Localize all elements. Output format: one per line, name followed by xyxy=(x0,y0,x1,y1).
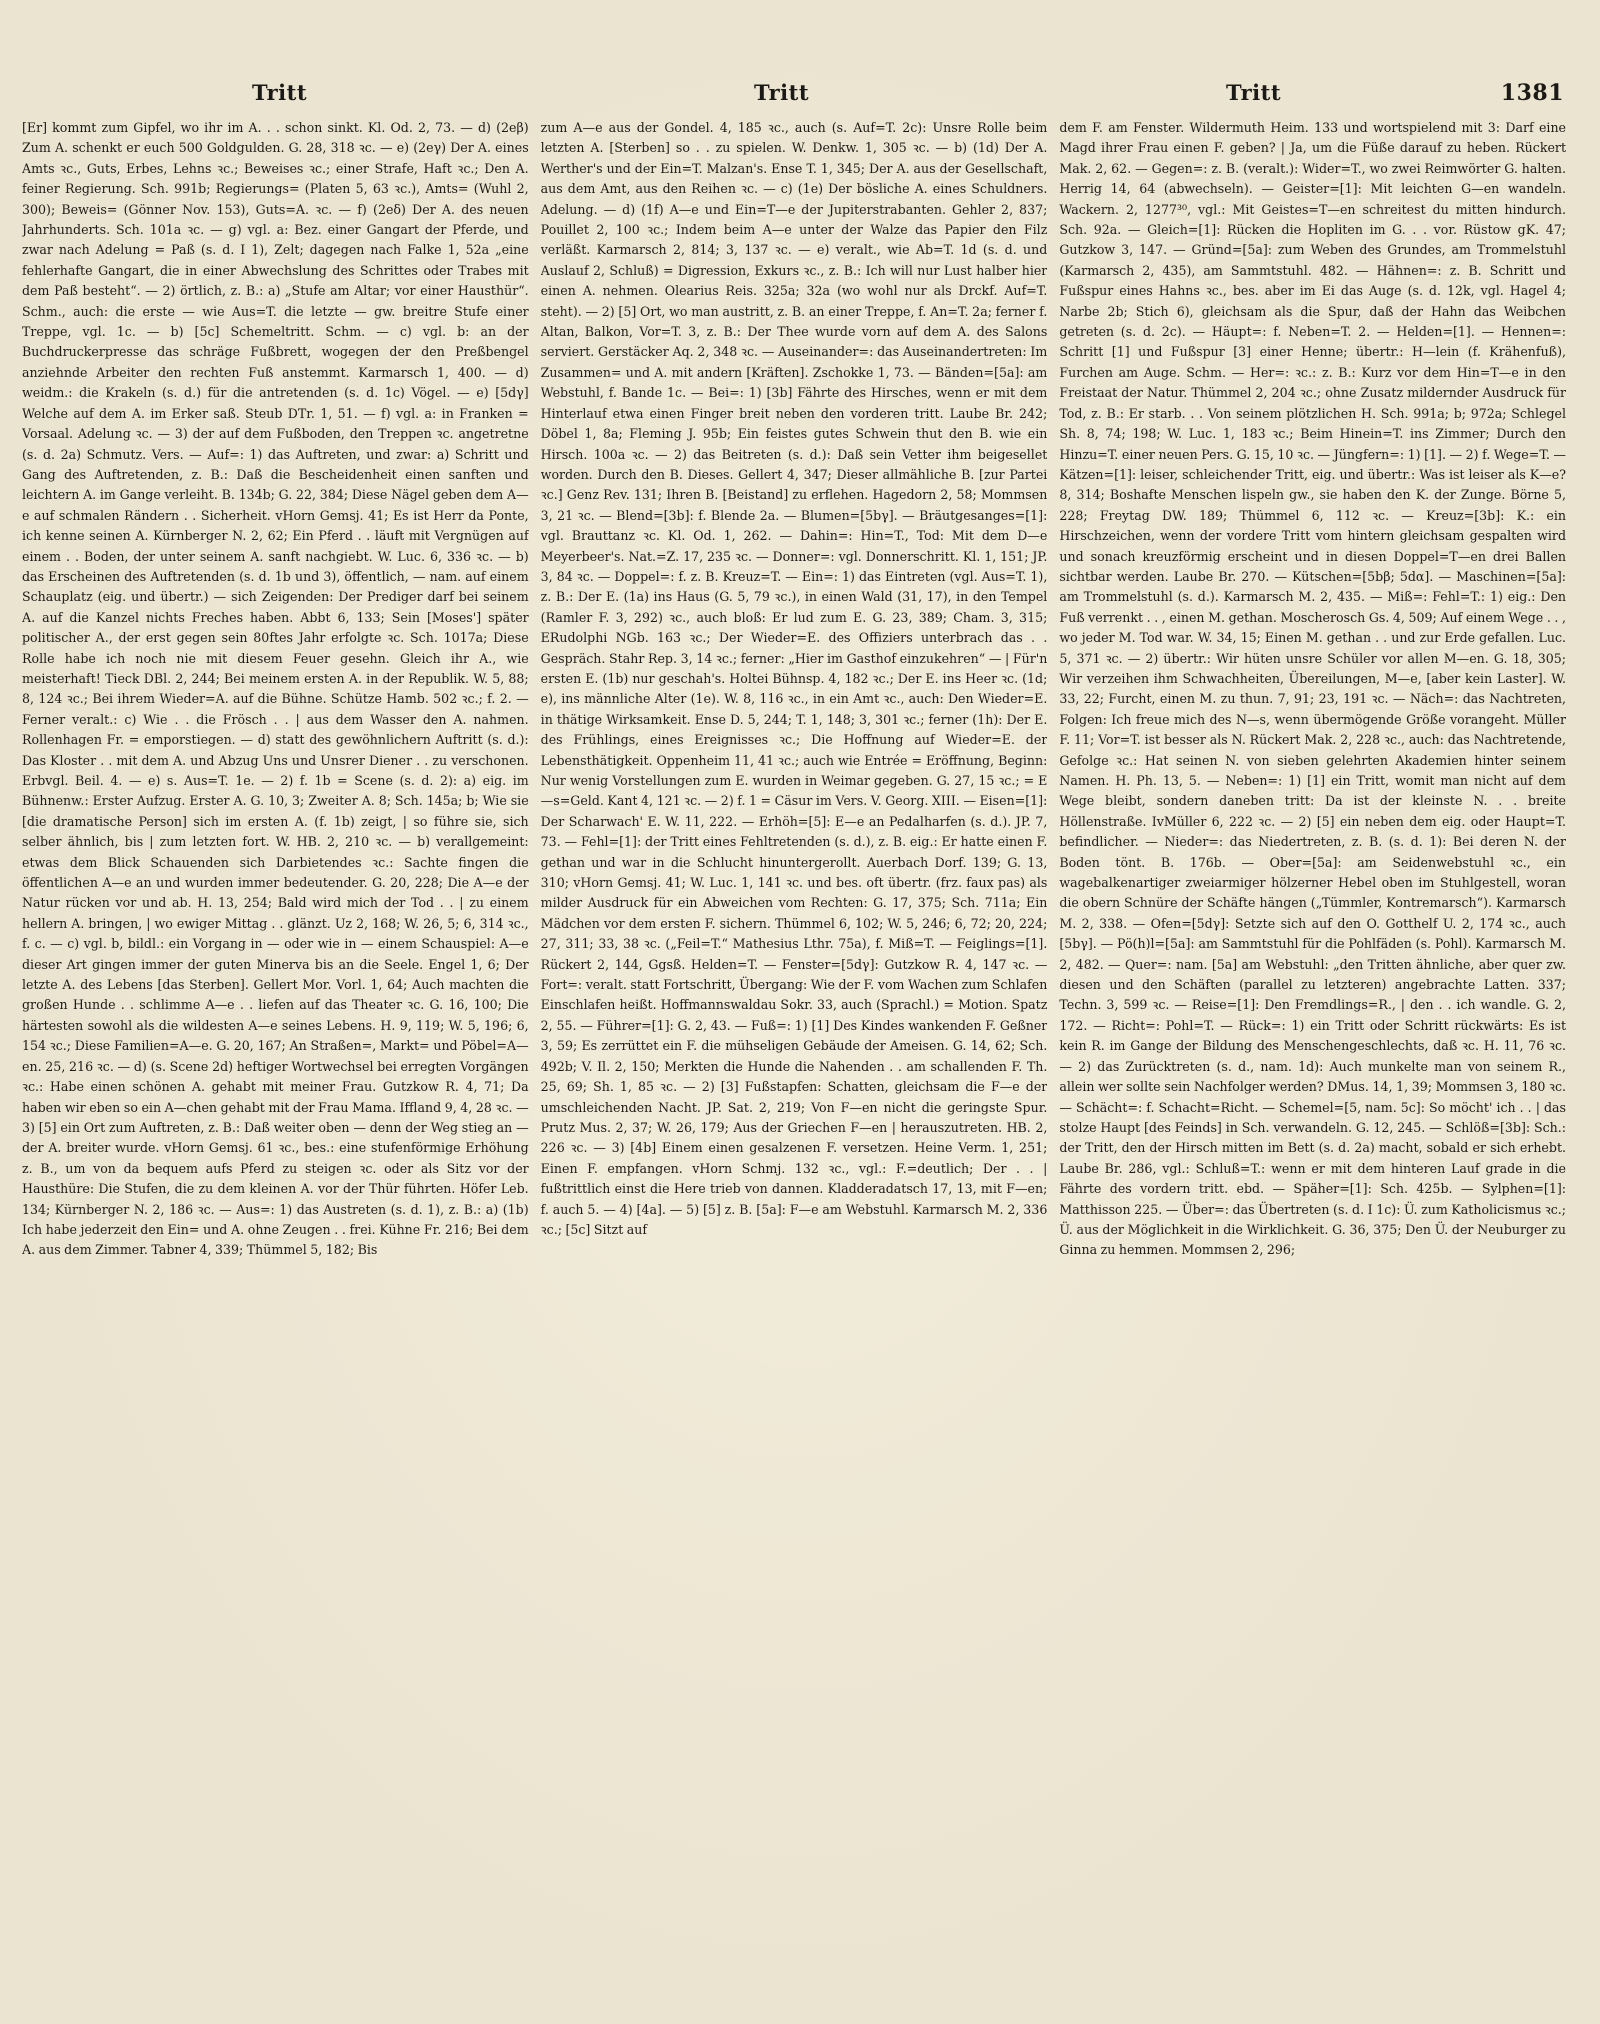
column-left-text: [Er] kommt zum Gipfel, wo ihr im A. . . schon sinkt. Kl. Od. 2, 73. — d) (2eβ) Zum A. schenkt er euch 500 Goldgulden. G. 28, 318 ꝛc. — e) (2eγ) Der A. eines Amts ꝛc., Guts, Erbes, Lehns ꝛc.; Beweises ꝛc.; einer Strafe, Haft ꝛc.; Den A. feiner Regierung. Sch. 991b; Regierungs= (Platen 5, 63 ꝛc.), Amts= (Wuhl 2, 300); Beweis= (Gönner Nov. 153), Guts=A. ꝛc. — f) (2eδ) Der A. des neuen Jahrhunderts. Sch. 101a ꝛc. — g) vgl. a: Bez. einer Gangart der Pferde, und zwar nach Adelung = Paß (s. d. I 1), Zelt; dagegen nach Falke 1, 52a „eine fehlerhafte Gangart, die in einer Abwechslung des Schrittes oder Trabes mit dem Paß besteht“. — 2) örtlich, z. B.: a) „Stufe am Altar; vor einer Hausthür“. Schm., auch: die erste — wie Aus=T. die letzte — gw. breitre Stufe einer Treppe, vgl. 1c. — b) [5c] Schemeltritt. Schm. — c) vgl. b: an der Buchdruckerpresse das schräge Fußbrett, wogegen der den Preßbengel anziehnde Arbeiter den rechten Fuß anstemmt. Karmarsch 1, 400. — d) weidm.: die Krakeln (s. d.) für die antretenden (s. d. 1c) Vögel. — e) [5dγ] Welche auf dem A. im Erker saß. Steub DTr. 1, 51. — f) vgl. a: in Franken = Vorsaal. Adelung ꝛc. — 3) der auf dem Fußboden, den Treppen ꝛc. angetretne (s. d. 2a) Schmutz. Vers. — Auf=: 1) das Auftreten, und zwar: a) Schritt und Gang des Auftretenden, z. B.: Daß die Bescheidenheit einen sanften und leichtern A. im Gange verleiht. B. 134b; G. 22, 384; Diese Nägel geben dem A—e auf schmalen Rändern . . Sicherheit. vHorn Gemsj. 41; Es ist Herr da Ponte, ich kenne seinen A. Kürnberger N. 2, 62; Ein Pferd . . läuft mit Vergnügen auf einem . . Boden, der unter seinem A. sanft nachgiebt. W. Luc. 6, 336 ꝛc. — b) das Erscheinen des Auftretenden (s. d. 1b und 3), öffentlich, — nam. auf einem Schauplatz (eig. und übertr.) — sich Zeigenden: Der Prediger darf bei seinem A. auf die Kanzel nichts Freches haben. Abbt 6, 133; Sein [Moses'] später politischer A., der erst gegen sein 80ftes Jahr erfolgte ꝛc. Sch. 1017a; Diese Rolle habe ich noch nie mit diesem Feuer gesehn. Gleich ihr A., wie meisterhaft! Tieck DBl. 2, 244; Bei meinem ersten A. in der Republik. W. 5, 88; 8, 124 ꝛc.; Bei ihrem Wieder=A. auf die Bühne. Schütze Hamb. 502 ꝛc.; f. 2. — Ferner veralt.: c) Wie . . die Frösch . . | aus dem Wasser den A. nahmen. Rollenhagen Fr. = emporstiegen. — d) statt des gewöhnlichern Auftritt (s. d.): Das Kloster . . mit dem A. und Abzug Uns und Unsrer Diener . . zu verschonen. Erbvgl. Beil. 4. — e) s. Aus=T. 1e. — 2) f. 1b = Scene (s. d. 2): a) eig. im Bühnenw.: Erster Aufzug. Erster A. G. 10, 3; Zweiter A. 8; Sch. 145a; b; Wie sie [die dramatische Person] sich im ersten A. (f. 1b) zeigt, | so führe sie, sich selber ähnlich, bis | zum letzten fort. W. HB. 2, 210 ꝛc. — b) verallgemeint: etwas dem Blick Schauenden sich Darbietendes ꝛc.: Sachte fingen die öffentlichen A—e an und wurden immer bedeutender. G. 20, 228; Die A—e der Natur rücken vor und ab. H. 13, 254; Bald wird mich der Tod . . | zu einem hellern A. bringen, | wo ewiger Mittag . . glänzt. Uz 2, 168; W. 26, 5; 6, 314 ꝛc., f. c. — c) vgl. b, bildl.: ein Vorgang in — oder wie in — einem Schauspiel: A—e dieser Art gingen immer der guten Minerva bis an die Seele. Engel 1, 6; Der letzte A. des Lebens [das Sterben]. Gellert Mor. Vorl. 1, 64; Auch machten die großen Hunde . . schlimme A—e . . liefen auf das Theater ꝛc. G. 16, 100; Die härtesten sowohl als die wildesten A—e seines Lebens. H. 9, 119; W. 5, 196; 6, 154 ꝛc.; Diese Familien=A—e. G. 20, 167; An Straßen=, Markt= und Pöbel=A—en. 25, 216 ꝛc. — d) (s. Scene 2d) heftiger Wortwechsel bei erregten Vorgängen ꝛc.: Habe einen schönen A. gehabt mit meiner Frau. Gutzkow R. 4, 71; Da haben wir eben so ein A—chen gehabt mit der Frau Mama. Iffland 9, 4, 28 ꝛc. — 3) [5] ein Ort zum Auftreten, z. B.: Daß weiter oben — denn der Weg stieg an — der A. breiter wurde. vHorn Gemsj. 61 ꝛc., bes.: eine stufenförmige Erhöhung z. B., um von da bequem aufs Pferd zu steigen ꝛc. oder als Sitz vor der Hausthüre: Die Stufen, die zu dem kleinen A. vor der Thür führten. Höfer Leb. 134; Kürnberger N. 2, 186 ꝛc. — Aus=: 1) das Austreten (s. d. 1), z. B.: a) (1b) Ich habe jederzeit den Ein= und A. ohne Zeugen . . frei. Kühne Fr. 216; Bei dem A. aus dem Zimmer. Tabner 4, 339; Thümmel 5, 182; Bis xyxy=(22,120,529,1258)
text-columns xyxy=(22,118,1566,1996)
page-number: 1381 xyxy=(1500,80,1564,106)
header-right-word: Tritt xyxy=(1226,80,1282,105)
header-left-word: Tritt xyxy=(252,80,308,105)
column-middle-text: zum A—e aus der Gondel. 4, 185 ꝛc., auch (s. Auf=T. 2c): Unsre Rolle beim letzten A. [Sterben] so . . zu spielen. W. Denkw. 1, 305 ꝛc. — b) (1d) Der A. Werther's und der Ein=T. Malzan's. Ense T. 1, 345; Der A. aus der Gesellschaft, aus dem Amt, aus den Reihen ꝛc. — c) (1e) Der bösliche A. eines Schuldners. Adelung. — d) (1f) A—e und Ein=T—e der Jupiterstrabanten. Gehler 2, 837; Pouillet 2, 100 ꝛc.; Indem beim A—e unter der Walze das Papier den Filz verläßt. Karmarsch 2, 814; 3, 137 ꝛc. — e) veralt., wie Ab=T. 1d (s. d. und Auslauf 2, Schluß) = Digression, Exkurs ꝛc., z. B.: Ich will nur Lust halber hier einen A. nehmen. Olearius Reis. 325a; 32a (wo wohl nur als Drckf. Auf=T. steht). — 2) [5] Ort, wo man austritt, z. B. an einer Treppe, f. An=T. 2a; ferner f. Altan, Balkon, Vor=T. 3, z. B.: Der Thee wurde vorn auf dem A. des Salons serviert. Gerstäcker Aq. 2, 348 ꝛc. — Auseinander=: das Auseinandertreten: Im Zusammen= und A. mit andern [Kräften]. Zschokke 1, 73. — Bänden=[5a]: am Webstuhl, f. Bande 1c. — Bei=: 1) [3b] Fährte des Hirsches, wenn er mit dem Hinterlauf etwa einen Finger breit neben den vorderen tritt. Laube Br. 242; Döbel 1, 8a; Fleming J. 95b; Ein feistes gutes Schwein thut den B. wie ein Hirsch. 100a ꝛc. — 2) das Beitreten (s. d.): Daß sein Vetter ihm beigesellet worden. Durch den B. Dieses. Gellert 4, 347; Dieser allmähliche B. [zur Partei ꝛc.] Genz Rev. 131; Ihren B. [Beistand] zu erflehen. Hagedorn 2, 58; Mommsen 3, 21 ꝛc. — Blend=[3b]: f. Blende 2a. — Blumen=[5bγ]. — Bräutgesanges=[1]: vgl. Brauttanz ꝛc. Kl. Od. 1, 262. — Dahin=: Hin=T., Tod: Mit dem D—e Meyerbeer's. Nat.=Z. 17, 235 ꝛc. — Donner=: vgl. Donnerschritt. Kl. 1, 151; JP. 3, 84 ꝛc. — Doppel=: f. z. B. Kreuz=T. — Ein=: 1) das Eintreten (vgl. Aus=T. 1), z. B.: Der E. (1a) ins Haus (G. 5, 79 ꝛc.), in einen Wald (31, 17), in den Tempel (Ramler F. 3, 292) ꝛc., auch bloß: Er lud zum E. G. 23, 389; Cham. 3, 315; ERudolphi NGb. 163 ꝛc.; Der Wieder=E. des Offiziers unterbrach das . . Gespräch. Stahr Rep. 3, 14 ꝛc.; ferner: „Hier im Gasthof einzukehren“ — | Für'n ersten E. (1b) nur geschah's. Holtei Bühnsp. 4, 182 ꝛc.; Der E. ins Heer ꝛc. (1d; e), ins männliche Alter (1e). W. 8, 116 ꝛc., in ein Amt ꝛc., auch: Den Wieder=E. in thätige Wirksamkeit. Ense D. 5, 244; T. 1, 148; 3, 301 ꝛc.; ferner (1h): Der E. des Frühlings, eines Ereignisses ꝛc.; Die Hoffnung auf Wieder=E. der Lebensthätigkeit. Oppenheim 11, 41 ꝛc.; auch wie Entrée = Eröffnung, Beginn: Nur wenig Vorstellungen zum E. wurden in Weimar gegeben. G. 27, 15 ꝛc.; = E—s=Geld. Kant 4, 121 ꝛc. — 2) f. 1 = Cäsur im Vers. V. Georg. XIII. — Eisen=[1]: Der Scharwach' E. W. 11, 222. — Erhöh=[5]: E—e an Pedalharfen (s. d.). JP. 7, 73. — Fehl=[1]: der Tritt eines Fehltretenden (s. d.), z. B. eig.: Er hatte einen F. gethan und war in die Schlucht hinuntergerollt. Auerbach Dorf. 139; G. 13, 310; vHorn Gemsj. 41; W. Luc. 1, 141 ꝛc. und bes. oft übertr. (frz. faux pas) als milder Ausdruck für ein Abweichen vom Rechten: G. 17, 375; Sch. 711a; Ein Mädchen vor dem ersten F. sichern. Thümmel 6, 102; W. 5, 246; 6, 72; 20, 224; 27, 311; 33, 38 ꝛc. („Feil=T.“ Mathesius Lthr. 75a), f. Miß=T. — Feiglings=[1]. Rückert 2, 144, Ggsß. Helden=T. — Fenster=[5dγ]: Gutzkow R. 4, 147 ꝛc. — Fort=: veralt. statt Fortschritt, Übergang: Wie der F. vom Wachen zum Schlafen Einschlafen heißt. Hoffmannswaldau Sokr. 33, auch (Sprachl.) = Motion. Spatz 2, 55. — Führer=[1]: G. 2, 43. — Fuß=: 1) [1] Des Kindes wankenden F. Geßner 3, 59; Es zerrüttet ein F. die mühseligen Gebäude der Ameisen. G. 14, 62; Sch. 492b; V. Il. 2, 150; Merkten die Hunde die Nahenden . . am schallenden F. Th. 25, 69; Sh. 1, 85 ꝛc. — 2) [3] Fußstapfen: Schatten, gleichsam die F—e der umschleichenden Nacht. JP. Sat. 2, 219; Von F—en nicht die geringste Spur. Prutz Mus. 2, 37; W. 26, 179; Aus der Griechen F—en | herauszutreten. HB. 2, 226 ꝛc. — 3) [4b] Einem einen gesalzenen F. versetzen. Heine Verm. 1, 251; Einen F. empfangen. vHorn Schmj. 132 ꝛc., vgl.: F.=deutlich; Der . . | fußtrittlich einst die Here trieb von dannen. Kladderadatsch 17, 13, mit F—en; f. auch 5. — 4) [4a]. — 5) [5] z. B. [5a]: F—e am Webstuhl. Karmarsch M. 2, 336 ꝛc.; [5c] Sitzt auf xyxy=(540,120,1048,1237)
column-middle xyxy=(541,118,1048,1996)
running-header xyxy=(22,80,1566,108)
header-center-word: Tritt xyxy=(754,80,810,105)
column-right xyxy=(1059,118,1566,1996)
column-right-text: dem F. am Fenster. Wildermuth Heim. 133 und wortspielend mit 3: Darf eine Magd ihrer Frau einen F. geben? | Ja, um die Füße darauf zu heben. Rückert Mak. 2, 62. — Gegen=: z. B. (veralt.): Wider=T., wo zwei Reimwörter G. halten. Herrig 14, 64 (abwechseln). — Geister=[1]: Mit leichten G—en wandeln. Wackern. 2, 1277³⁰, vgl.: Mit Geistes=T—en schreitest du mitten hindurch. Sch. 92a. — Gleich=[1]: Rücken die Hopliten im G. . . vor. Rüstow gK. 47; Gutzkow 3, 147. — Gründ=[5a]: zum Weben des Grundes, am Trommelstuhl (Karmarsch 2, 435), am Sammtstuhl. 482. — Hähnen=: z. B. Schritt und Fußspur eines Hahns ꝛc., bes. aber im Ei das Auge (s. d. 12k, vgl. Hagel 4; Narbe 2b; Stich 6), gleichsam als die Spur, daß der Hahn das Weibchen getreten (s. d. 2c). — Häupt=: f. Neben=T. 2. — Helden=[1]. — Hennen=: Schritt [1] und Fußspur [3] einer Henne; übertr.: H—lein (f. Krähenfuß), Furchen am Auge. Schm. — Her=: ꝛc.: z. B.: Kurz vor dem Hin=T—e in den Freistaat der Natur. Thümmel 2, 204 ꝛc.; ohne Zusatz mildernder Ausdruck für Tod, z. B.: Er starb. . . Von seinem plötzlichen H. Sch. 991a; b; 972a; Schlegel Sh. 8, 74; 198; W. Luc. 1, 183 ꝛc.; Beim Hinein=T. ins Zimmer; Durch den Hinzu=T. einer neuen Pers. G. 15, 10 ꝛc. — Jüngfern=: 1) [1]. — 2) f. Wege=T. — Kätzen=[1]: leiser, schleichender Tritt, eig. und übertr.: Was ist leiser als K—e? 8, 314; Boshafte Menschen lispeln gw., sie haben den K. der Zunge. Börne 5, 228; Freytag DW. 189; Thümmel 6, 112 ꝛc. — Kreuz=[3b]: K.: ein Hirschzeichen, wenn der vordere Tritt vom hintern gleichsam gespalten wird und sonach kreuzförmig erscheint und in diesen Doppel=T—en drei Ballen sichtbar werden. Laube Br. 270. — Kütschen=[5bβ; 5dα]. — Maschinen=[5a]: am Trommelstuhl (s. d.). Karmarsch M. 2, 435. — Miß=: Fehl=T.: 1) eig.: Den Fuß verrenkt . . , einen M. gethan. Moscherosch Gs. 4, 509; Auf einem Wege . . , wo jeder M. Tod war. W. 34, 15; Einen M. gethan . . und zur Erde gefallen. Luc. 5, 371 ꝛc. — 2) übertr.: Wir hüten unsre Schüler vor allen M—en. G. 18, 305; Wir verzeihen ihm Schwachheiten, Übereilungen, M—e, [aber kein Laster]. W. 33, 22; Furcht, einen M. zu thun. 7, 91; 23, 191 ꝛc. — Näch=: das Nachtreten, Folgen: Ich freue mich des N—s, wenn übermögende Größe vorangeht. Müller F. 11; Vor=T. ist besser als N. Rückert Mak. 2, 228 ꝛc., auch: das Nachtretende, Gefolge ꝛc.: Hat seinen N. von sieben gelehrten Akademien hinter seinem Namen. H. Ph. 13, 5. — Neben=: 1) [1] ein Tritt, womit man nicht auf dem Wege bleibt, sondern daneben tritt: Da ist der kleinste N. . . breite Höllenstraße. IvMüller 6, 222 ꝛc. — 2) [5] ein neben dem eig. oder Haupt=T. befindlicher. — Nieder=: das Niedertreten, z. B. (s. d. 1): Bei deren N. der Boden tönt. B. 176b. — Ober=[5a]: am Seidenwebstuhl ꝛc., ein wagebalkenartiger zweiarmiger hölzerner Hebel oben im Stuhlgestell, woran die obern Schnüre der Schäfte hängen („Tümmler, Kontremarsch“). Karmarsch M. 2, 338. — Ofen=[5dγ]: Setzte sich auf den O. Gotthelf U. 2, 174 ꝛc., auch [5bγ]. — Pö(h)l=[5a]: am Sammtstuhl für die Pohlfäden (s. Pohl). Karmarsch M. 2, 482. — Quer=: nam. [5a] am Webstuhl: „den Tritten ähnliche, aber quer zw. diesen und den Schäften (parallel zu letzteren) angebrachte Latten. 337; Techn. 3, 599 ꝛc. — Reise=[1]: Den Fremdlings=R., | den . . ich wandle. G. 2, 172. — Richt=: Pohl=T. — Rück=: 1) ein Tritt oder Schritt rückwärts: Es ist kein R. im Gange der Bildung des Menschengeschlechts, daß ꝛc. H. 11, 76 ꝛc. — 2) das Zurücktreten (s. d., nam. 1d): Auch munkelte man von seinem R., allein wer sollte sein Nachfolger werden? DMus. 14, 1, 39; Mommsen 3, 180 ꝛc. — Schächt=: f. Schacht=Richt. — Schemel=[5, nam. 5c]: So möcht' ich . . | das stolze Haupt [des Feinds] in Sch. verwandeln. G. 12, 245. — Schlöß=[3b]: Sch.: der Tritt, den der Hirsch mitten im Bett (s. d. 2a) macht, sobald er sich erhebt. Laube Br. 286, vgl.: Schluß=T.: wenn er mit dem hinteren Lauf grade in die Fährte des vordern tritt. ebd. — Späher=[1]: Sch. 425b. — Sylphen=[1]: Matthisson 225. — Über=: das Übertreten (s. d. I 1c): Ü. zum Katholicismus ꝛc.; Ü. aus der Möglichkeit in die Wirklichkeit. G. 36, 375; Den Ü. der Neuburger zu Ginna zu hemmen. Mommsen 2, 296; xyxy=(1059,120,1567,1258)
column-left xyxy=(22,118,529,1996)
